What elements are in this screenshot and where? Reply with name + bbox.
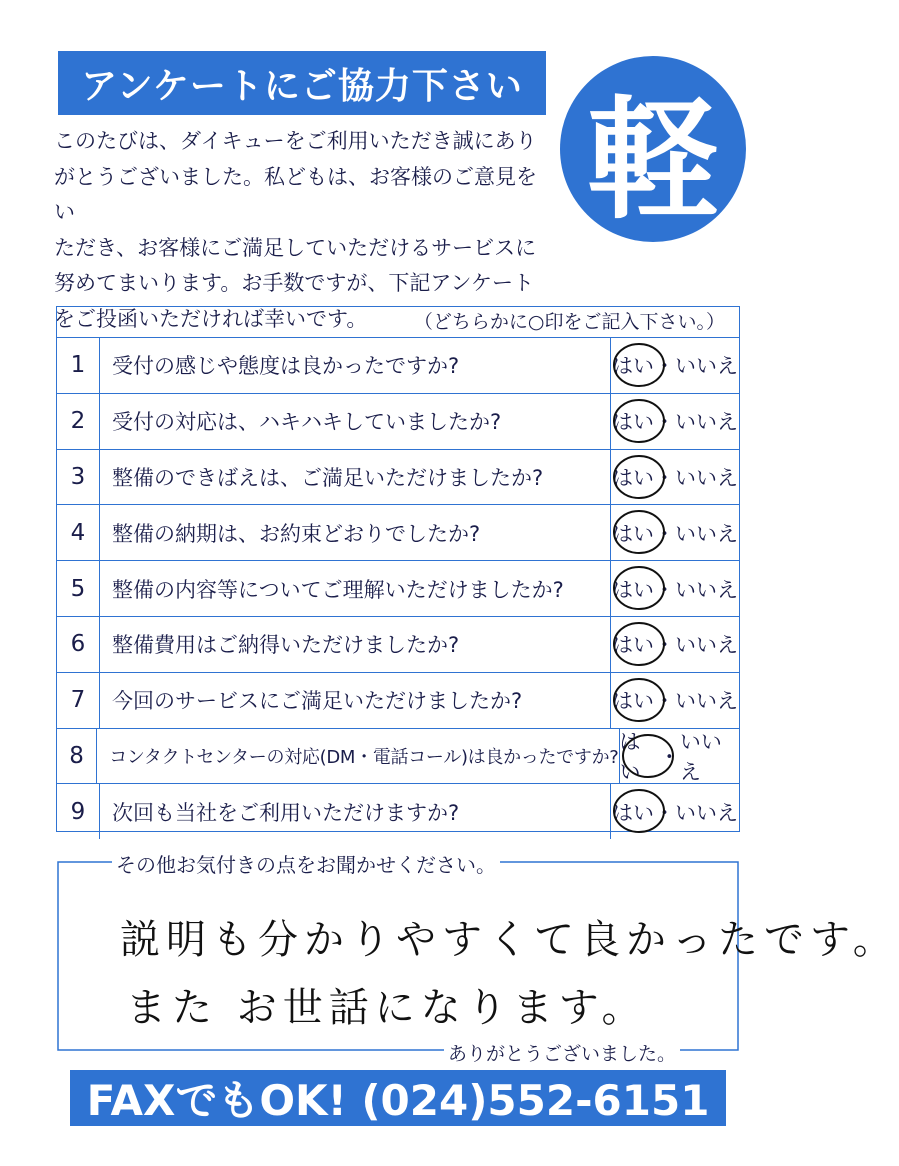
circle-mark-icon xyxy=(609,340,669,390)
answer-no: いいえ xyxy=(675,689,738,714)
intro-line: ただき、お客様にご満足していただけるサービスに xyxy=(54,235,537,260)
answer-no: いいえ xyxy=(675,410,738,435)
answer-yes: はい xyxy=(612,800,654,825)
circle-mark-icon xyxy=(609,396,669,446)
circle-mark-icon xyxy=(609,507,669,557)
answer-separator: ・ xyxy=(654,800,675,825)
question-number: 1 xyxy=(57,338,100,393)
answer-choice[interactable] xyxy=(610,394,739,449)
survey-instruction: （どちらかに○印をご記入下さい。） xyxy=(57,307,739,338)
question-text: コンタクトセンターの対応(DM・電話コール)は良かったですか? xyxy=(109,746,619,768)
question-row xyxy=(57,505,739,561)
circle-mark-icon xyxy=(609,786,669,836)
kanji-badge-logo: 軽 xyxy=(560,56,746,242)
answer-separator: ・ xyxy=(654,689,675,714)
question-number: 6 xyxy=(57,617,100,672)
answer-choice[interactable] xyxy=(610,561,739,616)
closing-thanks: ありがとうございました。 xyxy=(444,1039,680,1066)
question-text: 整備のできばえは、ご満足いただけましたか? xyxy=(112,465,544,490)
comments-box[interactable] xyxy=(56,852,899,1065)
intro-line: 努めてまいります。お手数ですが、下記アンケート xyxy=(54,271,535,295)
intro-line: をご投函いただければ幸いです。 xyxy=(54,306,368,331)
fax-banner: FAXでもOK! (024)552-6151 xyxy=(70,1070,726,1126)
question-row xyxy=(57,394,739,450)
answer-separator: ・ xyxy=(654,410,675,435)
circle-mark-icon xyxy=(609,619,669,669)
answer-separator: ・ xyxy=(654,577,675,602)
survey-title: アンケートにご協力下さい xyxy=(58,51,546,115)
answer-yes: はい xyxy=(612,521,654,546)
answer-separator: ・ xyxy=(654,521,675,546)
intro-line: がとうございました。私どもは、お客様のご意見をい xyxy=(54,164,537,224)
question-row xyxy=(57,729,739,785)
answer-yes: はい xyxy=(619,729,641,784)
answer-choice[interactable] xyxy=(610,338,739,393)
answer-no: いいえ xyxy=(675,465,738,490)
question-number: 2 xyxy=(57,394,100,449)
question-number: 3 xyxy=(57,450,100,505)
answer-no: いいえ xyxy=(675,521,738,546)
question-text: 今回のサービスにご満足いただけましたか? xyxy=(112,689,523,714)
question-row xyxy=(57,561,739,617)
question-number: 9 xyxy=(57,784,100,839)
question-number: 7 xyxy=(57,673,100,728)
answer-no: いいえ xyxy=(679,729,722,784)
question-number: 8 xyxy=(57,729,97,784)
answer-choice[interactable] xyxy=(610,505,739,560)
circle-mark-icon xyxy=(618,731,678,781)
question-row xyxy=(57,338,739,394)
answer-no: いいえ xyxy=(675,354,738,379)
question-text: 受付の感じや態度は良かったですか? xyxy=(112,354,460,379)
answer-separator: ・ xyxy=(654,465,675,490)
intro-line: このたびは、ダイキューをご利用いただき誠にあり xyxy=(54,129,537,153)
question-text: 整備費用はご納得いただけましたか? xyxy=(112,633,460,658)
survey-table xyxy=(56,306,740,832)
question-row xyxy=(57,673,739,729)
answer-no: いいえ xyxy=(675,800,738,825)
answer-yes: はい xyxy=(612,410,654,435)
answer-choice[interactable] xyxy=(610,784,739,839)
circle-mark-icon xyxy=(609,563,669,613)
answer-choice[interactable] xyxy=(619,729,739,784)
question-number: 5 xyxy=(57,561,100,616)
question-number: 4 xyxy=(57,505,100,560)
answer-yes: はい xyxy=(612,689,654,714)
question-text: 整備の内容等についてご理解いただけましたか? xyxy=(112,577,564,602)
question-row xyxy=(57,784,739,839)
handwritten-comment-line: また お世話になります。 xyxy=(126,985,648,1031)
answer-choice[interactable] xyxy=(610,450,739,505)
answer-choice[interactable] xyxy=(610,673,739,728)
answer-separator: ・ xyxy=(658,744,680,769)
comments-label: その他お気付きの点をお聞かせください。 xyxy=(112,849,500,878)
answer-yes: はい xyxy=(612,577,654,602)
answer-separator: ・ xyxy=(654,633,675,658)
question-text: 受付の対応は、ハキハキしていましたか? xyxy=(112,410,502,435)
answer-separator: ・ xyxy=(654,354,675,379)
question-row xyxy=(57,617,739,673)
question-text: 次回も当社をご利用いただけますか? xyxy=(112,800,460,825)
handwritten-comment-line: 説明も分かりやすくて良かったです。 xyxy=(120,917,899,963)
circle-mark-icon xyxy=(609,452,669,502)
answer-no: いいえ xyxy=(675,577,738,602)
answer-choice[interactable] xyxy=(610,617,739,672)
answer-no: いいえ xyxy=(675,633,738,658)
question-text: 整備の納期は、お約束どおりでしたか? xyxy=(112,521,481,546)
answer-yes: はい xyxy=(612,633,654,658)
answer-yes: はい xyxy=(612,354,654,379)
question-row xyxy=(57,450,739,506)
circle-mark-icon xyxy=(609,675,669,725)
answer-yes: はい xyxy=(612,465,654,490)
